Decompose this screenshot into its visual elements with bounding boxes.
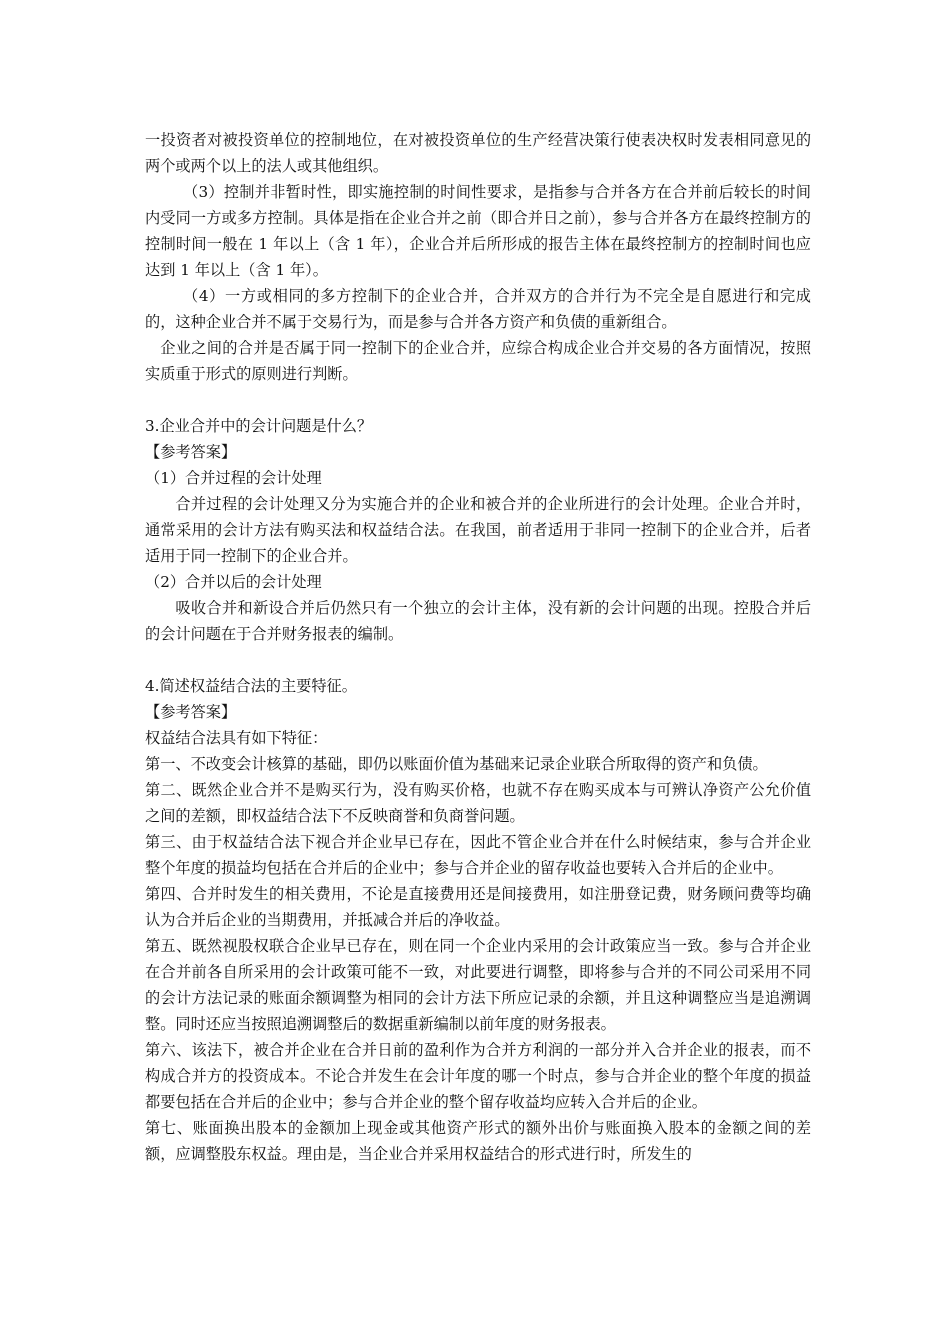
document-body xyxy=(145,127,811,1167)
question-3-item-1-body: 合并过程的会计处理又分为实施合并的企业和被合并的企业所进行的会计处理。企业合并时，通常采用的会计方法有购买法和权益结合法。在我国，前者适用于非同一控制下的企业合并，后者适用于同一控制下的企业合并。 xyxy=(145,495,811,565)
question-3-item-1-heading: （1）合并过程的会计处理 xyxy=(145,469,322,487)
feature-item: 第六、该法下，被合并企业在合并日前的盈利作为合并方利润的一部分并入合并企业的报表，而不构成合并方的投资成本。不论合并发生在会计年度的哪一个时点，参与合并企业的整个年度的损益都要包括在合并后的企业中；参与合并企业的整个留存收益均应转入合并后的企业。 xyxy=(145,1041,811,1111)
paragraph-conclusion: 企业之间的合并是否属于同一控制下的企业合并，应综合构成企业合并交易的各方面情况，按照实质重于形式的原则进行判断。 xyxy=(145,339,811,383)
feature-item: 第三、由于权益结合法下视合并企业早已存在，因此不管企业合并在什么时候结束，参与合并企业整个年度的损益均包括在合并后的企业中；参与合并企业的留存收益也要转入合并后的企业中。 xyxy=(145,833,811,877)
question-3-item-2-heading: （2）合并以后的会计处理 xyxy=(145,573,322,591)
feature-item: 第七、账面换出股本的金额加上现金或其他资产形式的额外出价与账面换入股本的金额之间的差额，应调整股东权益。理由是，当企业合并采用权益结合的形式进行时，所发生的 xyxy=(145,1119,811,1163)
feature-item: 第五、既然视股权联合企业早已存在，则在同一个企业内采用的会计政策应当一致。参与合并企业在合并前各自所采用的会计政策可能不一致，对此要进行调整，即将参与合并的不同公司采用不同的会计方法记录的账面余额调整为相同的会计方法下所应记录的余额，并且这种调整应当是追溯调整。同时还应当按照追溯调整后的数据重新编制以前年度的财务报表。 xyxy=(145,937,811,1033)
feature-item: 第二、既然企业合并不是购买行为，没有购买价格，也就不存在购买成本与可辨认净资产公允价值之间的差额，即权益结合法下不反映商誉和负商誉问题。 xyxy=(145,781,811,825)
question-3-item-2-body: 吸收合并和新设合并后仍然只有一个独立的会计主体，没有新的会计问题的出现。控股合并后的会计问题在于合并财务报表的编制。 xyxy=(145,599,811,643)
paragraph-control-definition: 一投资者对被投资单位的控制地位，在对被投资单位的生产经营决策行使表决权时发表相同意见的两个或两个以上的法人或其他组织。 xyxy=(145,131,811,175)
spacer xyxy=(145,387,811,413)
feature-item: 第四、合并时发生的相关费用，不论是直接费用还是间接费用，如注册登记费，财务顾问费等均确认为合并后企业的当期费用，并抵减合并后的净收益。 xyxy=(145,885,811,929)
question-4-title: 4.简述权益结合法的主要特征。 xyxy=(145,677,357,695)
spacer xyxy=(145,647,811,673)
feature-item: 第一、不改变会计核算的基础，即仍以账面价值为基础来记录企业联合所取得的资产和负债。 xyxy=(145,755,768,773)
paragraph-point-3: （3）控制并非暂时性，即实施控制的时间性要求，是指参与合并各方在合并前后较长的时间内受同一方或多方控制。具体是指在企业合并之前（即合并日之前），参与合并各方在最终控制方的控制时间一般在 1 年以上（含 1 年），企业合并后所形成的报告主体在最终控制方的控制时间也应达到 1 年以上（含 1 年）。 xyxy=(145,183,811,279)
question-3-title: 3.企业合并中的会计问题是什么？ xyxy=(145,417,373,435)
question-4-intro: 权益结合法具有如下特征： xyxy=(145,729,328,747)
question-3-answer-label: 【参考答案】 xyxy=(145,443,237,461)
paragraph-point-4: （4）一方或相同的多方控制下的企业合并，合并双方的合并行为不完全是自愿进行和完成的，这种企业合并不属于交易行为，而是参与合并各方资产和负债的重新组合。 xyxy=(145,287,811,331)
question-4-answer-label: 【参考答案】 xyxy=(145,703,237,721)
